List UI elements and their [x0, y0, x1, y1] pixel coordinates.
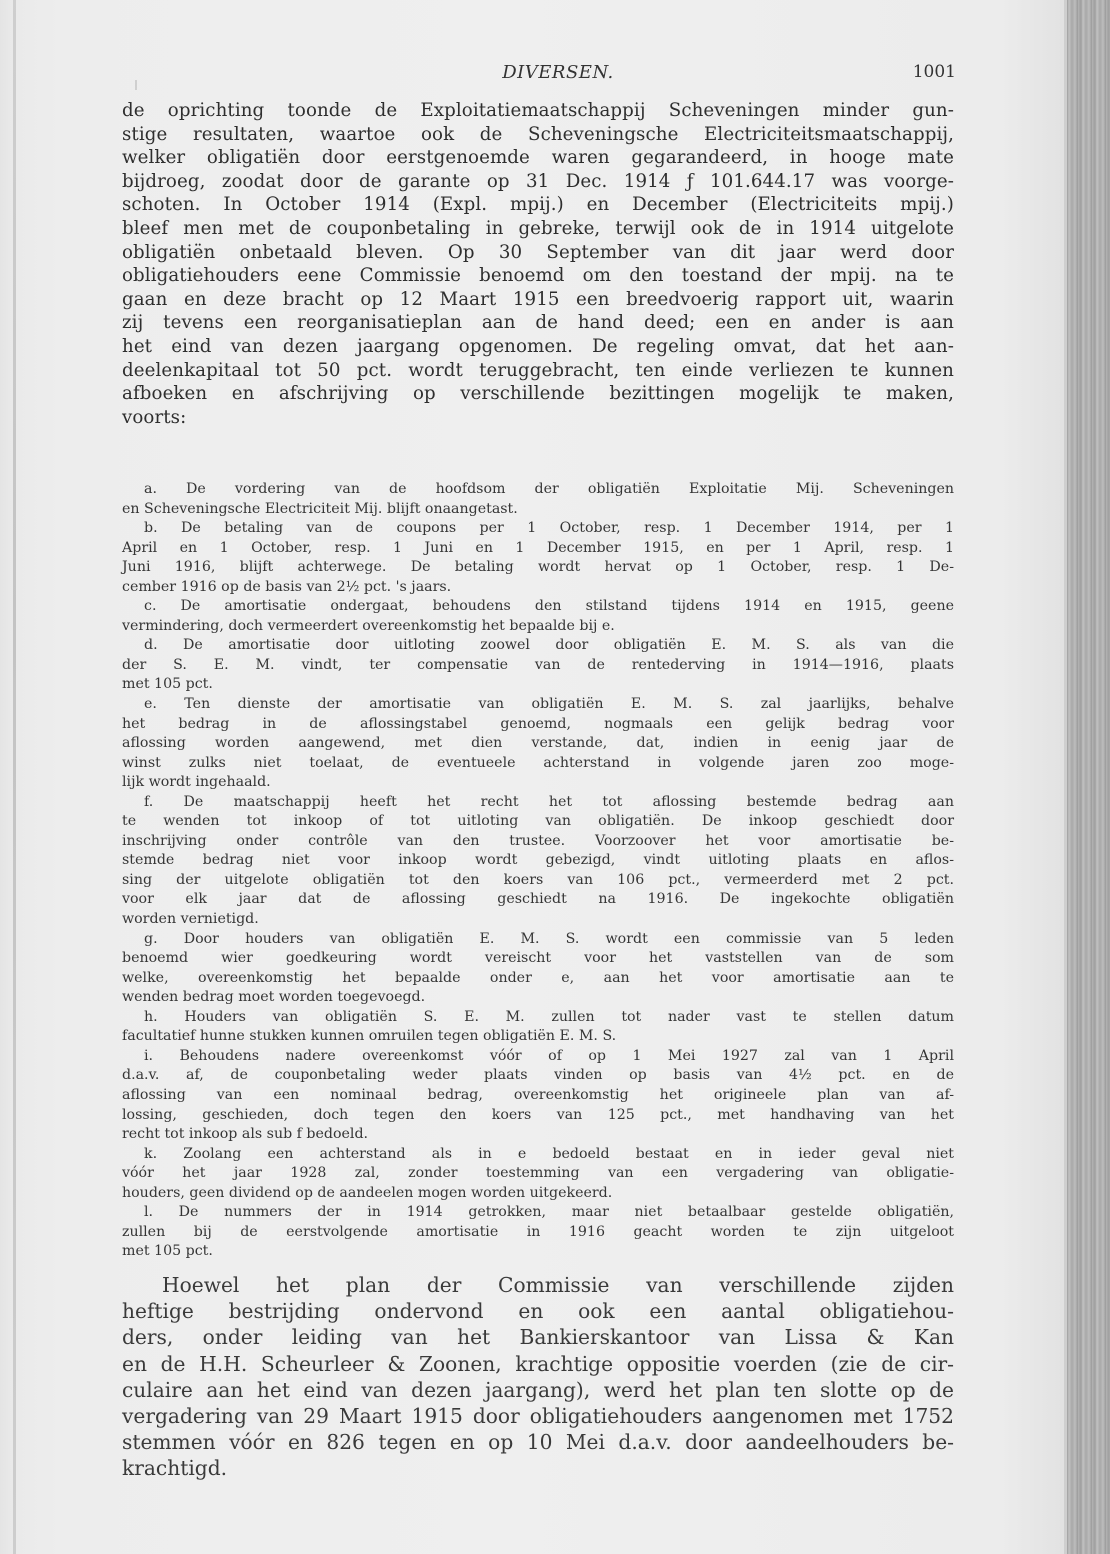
text-line: krachtigd.	[122, 1456, 228, 1481]
provision-line: stemde bedrag niet voor inkoop wordt gebezigd, vindt uitloting plaats en aflos-	[122, 852, 954, 869]
provision-line: het bedrag in de aflossingstabel genoemd, nogmaals een gelijk bedrag voor	[122, 715, 954, 732]
text-line: schoten. In October 1914 (Expl. mpij.) en December (Electriciteits mpij.)	[122, 194, 954, 216]
provision-line: winst zulks niet toelaat, de eventueele achterstand in volgende jaren zoo moge-	[122, 754, 954, 771]
provision-g	[122, 930, 954, 1008]
provision-line: sing der uitgelote obligatiën tot den koers van 106 pct., vermeerderd met 2 pct.	[122, 871, 954, 888]
provision-line: i. Behoudens nadere overeenkomst vóór of op 1 Mei 1927 zal van 1 April	[144, 1047, 954, 1064]
text-line: culaire aan het eind van dezen jaargang), werd het plan ten slotte op de	[122, 1377, 954, 1402]
provision-line: wenden bedrag moet worden toegevoegd.	[122, 989, 426, 1006]
provision-e	[122, 695, 954, 793]
provision-line: k. Zoolang een achterstand als in e bedoeld bestaat en in ieder geval niet	[144, 1145, 954, 1162]
provision-line: lossing, geschieden, doch tegen den koers van 125 pct., met handhaving van het	[122, 1106, 954, 1123]
provision-line: zullen bij de eerstvolgende amortisatie in 1916 geacht worden te zijn uitgeloot	[122, 1223, 954, 1240]
provision-line: inschrijving onder contrôle van den trustee. Voorzoover het voor amortisatie be-	[122, 832, 954, 849]
final-paragraph	[122, 1272, 954, 1482]
provision-line: l. De nummers der in 1914 getrokken, maar niet betaalbaar gestelde obligatiën,	[144, 1204, 954, 1221]
provision-line: aflossing van een nominaal bedrag, overeenkomstig het origineele plan van af-	[122, 1086, 954, 1103]
provision-d	[122, 636, 954, 695]
provision-f	[122, 793, 954, 930]
text-line: obligatiehouders eene Commissie benoemd om den toestand der mpij. na te	[122, 265, 954, 287]
provision-line: g. Door houders van obligatiën E. M. S. wordt een commissie van 5 leden	[144, 930, 954, 947]
provision-line: f. De maatschappij heeft het recht het tot aflossing bestemde bedrag aan	[144, 793, 954, 810]
page-edge-shadow	[13, 0, 16, 1554]
text-line: en de H.H. Scheurleer & Zoonen, krachtige oppositie voerden (zie de cir-	[122, 1351, 954, 1376]
provision-line: te wenden tot inkoop of tot uitloting van obligatiën. De inkoop geschiedt door	[122, 813, 954, 830]
provision-h	[122, 1008, 954, 1047]
text-line: afboeken en afschrijving op verschillende bezittingen mogelijk te maken,	[122, 383, 954, 405]
provision-b	[122, 519, 954, 597]
provision-k	[122, 1145, 954, 1204]
text-line: zij tevens een reorganisatieplan aan de hand deed; een en ander is aan	[122, 312, 954, 334]
text-line: stige resultaten, waartoe ook de Scheveningsche Electriciteitsmaatschappij,	[122, 123, 954, 145]
text-line: het eind van dezen jaargang opgenomen. De regeling omvat, dat het aan-	[122, 335, 954, 357]
provision-line: benoemd wier goedkeuring wordt vereischt voor het vaststellen van de som	[122, 950, 954, 967]
provision-line: der S. E. M. vindt, ter compensatie van de rentederving in 1914—1916, plaats	[122, 656, 954, 673]
provision-line: cember 1916 op de basis van 2½ pct. 's jaars.	[122, 578, 452, 595]
provision-line: aflossing worden aangewend, met dien verstande, dat, indien in eenig jaar de	[122, 735, 954, 752]
text-line: stemmen vóór en 826 tegen en op 10 Mei d.a.v. door aandeelhouders be-	[122, 1430, 954, 1455]
text-line: heftige bestrijding ondervond en ook een aantal obligatiehou-	[122, 1299, 954, 1324]
text-line: vergadering van 29 Maart 1915 door obligatiehouders aangenomen met 1752	[122, 1403, 954, 1428]
text-line: de oprichting toonde de Exploitatiemaatschappij Scheveningen minder gun-	[122, 100, 954, 121]
text-line: obligatiën onbetaald bleven. Op 30 September van dit jaar werd door	[122, 241, 954, 263]
provision-line: vermindering, doch vermeerdert overeenkomstig het bepaalde bij e.	[122, 617, 615, 634]
provision-line: voor elk jaar dat de aflossing geschiedt na 1916. De ingekochte obligatiën	[122, 891, 954, 908]
text-line: bleef men met de couponbetaling in gebreke, terwijl ook de in 1914 uitgelote	[122, 217, 954, 239]
provision-line: lijk wordt ingehaald.	[122, 774, 271, 791]
text-line: welker obligatiën door eerstgenoemde waren gegarandeerd, in hooge mate	[122, 147, 954, 169]
provision-a	[122, 480, 954, 519]
provision-line: vóór het jaar 1928 zal, zonder toestemming van een vergadering van obligatie-	[122, 1165, 954, 1182]
book-binding-edge	[1064, 0, 1110, 1554]
provisions-list	[122, 480, 954, 1262]
provision-line: recht tot inkoop als sub f bedoeld.	[122, 1126, 369, 1143]
text-line: bijdroeg, zoodat door de garante op 31 Dec. 1914 ƒ 101.644.17 was voorge-	[122, 170, 954, 192]
running-title: DIVERSEN.	[502, 62, 614, 83]
provision-line: e. Ten dienste der amortisatie van obligatiën E. M. S. zal jaarlijks, behalve	[144, 696, 954, 713]
text-line: voorts:	[122, 406, 187, 428]
provision-line: Juni 1916, blijft achterwege. De betaling wordt hervat op 1 October, resp. 1 De-	[122, 559, 954, 576]
page-number: 1001	[912, 62, 956, 82]
provision-line: met 105 pct.	[122, 1243, 213, 1260]
provision-line: c. De amortisatie ondergaat, behoudens den stilstand tijdens 1914 en 1915, geene	[144, 598, 954, 615]
provision-line: a. De vordering van de hoofdsom der obligatiën Exploitatie Mij. Scheveningen	[144, 481, 954, 497]
text-line: deelenkapitaal tot 50 pct. wordt teruggebracht, ten einde verliezen te kunnen	[122, 359, 954, 381]
provision-l	[122, 1203, 954, 1262]
provision-line: welke, overeenkomstig het bepaalde onder e, aan het voor amortisatie aan te	[122, 969, 954, 986]
provision-line: houders, geen dividend op de aandeelen mogen worden uitgekeerd.	[122, 1184, 613, 1201]
provision-line: April en 1 October, resp. 1 Juni en 1 December 1915, en per 1 April, resp. 1	[122, 539, 954, 556]
provision-i	[122, 1047, 954, 1145]
text-line: ders, onder leiding van het Bankierskantoor van Lissa & Kan	[122, 1325, 954, 1350]
provision-line: h. Houders van obligatiën S. E. M. zullen tot nader vast te stellen datum	[144, 1008, 954, 1025]
provision-line: d.a.v. af, de couponbetaling weder plaats vinden op basis van 4½ pct. en de	[122, 1067, 954, 1084]
scan-artifact	[135, 80, 137, 90]
provision-line: b. De betaling van de coupons per 1 October, resp. 1 December 1914, per 1	[144, 520, 954, 537]
provision-line: facultatief hunne stukken kunnen omruilen tegen obligatiën E. M. S.	[122, 1028, 617, 1045]
provision-c	[122, 597, 954, 636]
provision-line: en Scheveningsche Electriciteit Mij. blijft onaangetast.	[122, 500, 518, 517]
provision-line: worden vernietigd.	[122, 911, 259, 928]
running-header	[122, 62, 954, 86]
main-paragraph	[122, 99, 954, 429]
text-line: gaan en deze bracht op 12 Maart 1915 een breedvoerig rapport uit, waarin	[122, 288, 954, 310]
provision-line: d. De amortisatie door uitloting zoowel door obligatiën E. M. S. als van die	[144, 637, 954, 654]
provision-line: met 105 pct.	[122, 676, 213, 693]
text-line: Hoewel het plan der Commissie van verschillende zijden	[162, 1273, 954, 1297]
